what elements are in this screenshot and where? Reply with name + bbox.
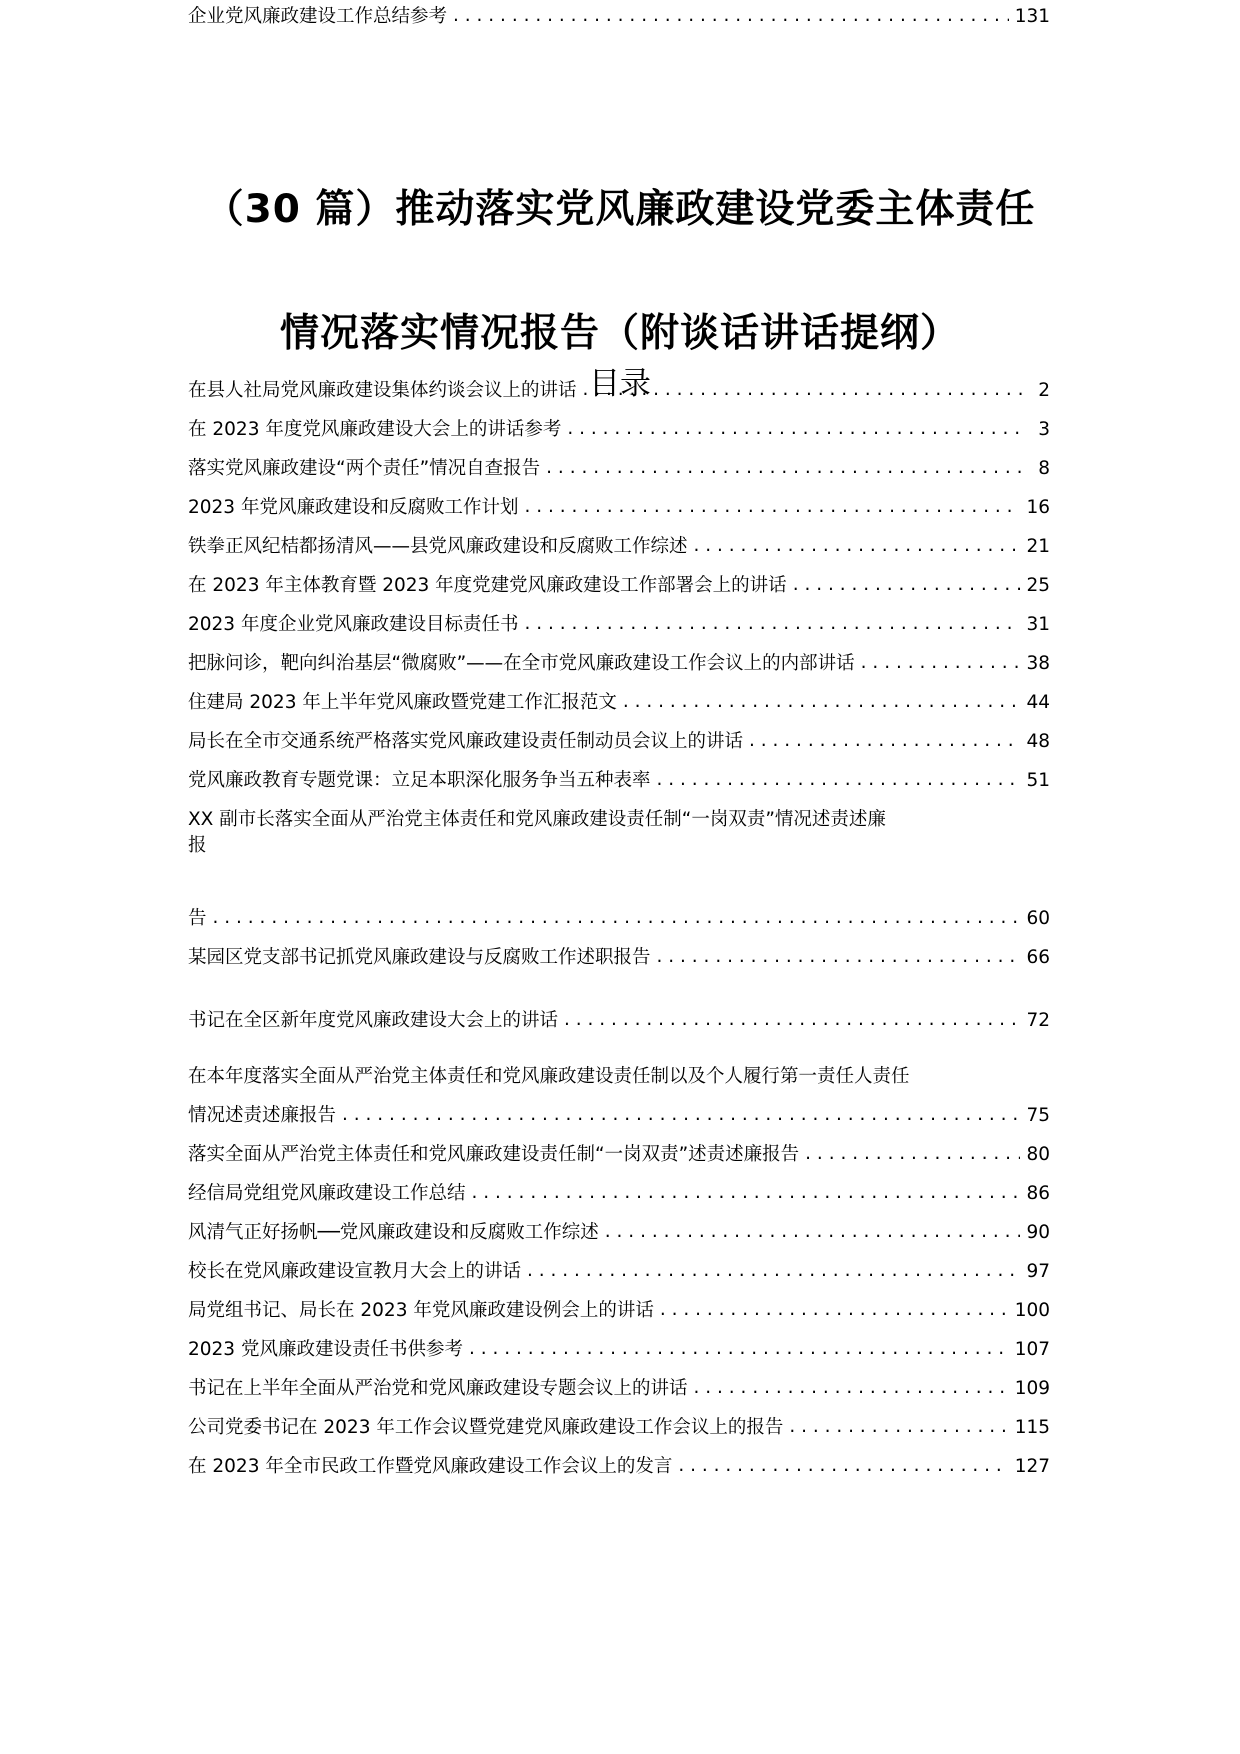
toc-entry-title: 局党组书记、局长在 2023 年党风廉政建设例会上的讲话	[188, 1300, 654, 1321]
toc-entry-title: 局长在全市交通系统严格落实党风廉政建设责任制动员会议上的讲话	[188, 731, 744, 752]
toc-entry[interactable]	[188, 1138, 1050, 1168]
toc-entry-title: 企业党风廉政建设工作总结参考	[188, 6, 448, 27]
toc-entry-title: 经信局党组党风廉政建设工作总结	[188, 1183, 466, 1204]
toc-entry[interactable]	[188, 1450, 1050, 1480]
toc-entry-title: 校长在党风廉政建设宣教月大会上的讲话	[188, 1261, 522, 1282]
document-title-line-2: 情况落实情况报告（附谈话讲话提纲）	[279, 311, 960, 356]
toc-entry-title: 在 2023 年主体教育暨 2023 年度党建党风廉政建设工作部署会上的讲话	[188, 575, 787, 596]
toc-entry[interactable]	[188, 413, 1050, 443]
toc-entry-title: 情况述责述廉报告	[188, 1105, 337, 1126]
toc-leader-dots	[564, 1007, 1020, 1033]
toc-leader-dots	[605, 1219, 1021, 1245]
toc-entry-page: 66	[1026, 947, 1050, 968]
toc-entry[interactable]	[188, 686, 1050, 716]
toc-entry-title: 2023 党风廉政建设责任书供参考	[188, 1339, 463, 1360]
toc-leader-dots	[524, 611, 1020, 637]
toc-entry-title: 2023 年度企业党风廉政建设目标责任书	[188, 614, 519, 635]
toc-entry-title: 在 2023 年度党风廉政建设大会上的讲话参考	[188, 419, 562, 440]
toc-entry-title: 在县人社局党风廉政建设集体约谈会议上的讲话	[188, 380, 577, 401]
toc-leader-dots	[805, 1141, 1020, 1167]
toc-entry-title: 书记在全区新年度党风廉政建设大会上的讲话	[188, 1010, 559, 1031]
toc-entry-title: 把脉问诊，靶向纠治基层“微腐败”——在全市党风廉政建设工作会议上的内部讲话	[188, 653, 855, 674]
toc-leader-dots	[694, 1375, 1009, 1401]
toc-leader-dots	[527, 1258, 1020, 1284]
toc-entry-page: 97	[1026, 1261, 1050, 1282]
toc-entry[interactable]	[188, 1177, 1050, 1207]
toc-entry[interactable]	[188, 0, 1050, 30]
toc-entry-page: 72	[1026, 1010, 1050, 1031]
toc-heading: 目录	[589, 366, 651, 402]
toc-leader-dots	[567, 416, 1024, 442]
toc-leader-dots	[657, 767, 1021, 793]
toc-entry-title: 在本年度落实全面从严治党主体责任和党风廉政建设责任制以及个人履行第一责任人责任	[188, 1066, 910, 1087]
toc-entry-page: 8	[1038, 458, 1050, 479]
document-title-line-1: （30 篇）推动落实党风廉政建设党委主体责任	[204, 187, 1036, 232]
toc-entry[interactable]	[188, 608, 1050, 638]
toc-entry-page: 48	[1026, 731, 1050, 752]
toc-entry-page: 127	[1014, 1456, 1050, 1477]
toc-entry-page: 51	[1026, 770, 1050, 791]
toc-entry[interactable]	[188, 1333, 1050, 1363]
toc-entry[interactable]	[188, 764, 1050, 794]
toc-leader-dots	[789, 1414, 1008, 1440]
toc-entry-page: 2	[1038, 380, 1050, 401]
toc-entry-title: 住建局 2023 年上半年党风廉政暨党建工作汇报范文	[188, 692, 617, 713]
toc-entry[interactable]	[188, 1411, 1050, 1441]
toc-leader-dots	[660, 1297, 1009, 1323]
toc-entry[interactable]	[188, 1216, 1050, 1246]
toc-entry-title: 告	[188, 908, 207, 929]
toc-entry[interactable]	[188, 902, 1050, 932]
toc-leader-dots	[469, 1336, 1009, 1362]
toc-entry-title: 落实党风廉政建设“两个责任”情况自查报告	[188, 458, 541, 479]
toc-entry[interactable]	[188, 491, 1050, 521]
toc-leader-dots	[583, 377, 1024, 403]
toc-entry[interactable]	[188, 530, 1050, 560]
toc-leader-dots	[213, 905, 1021, 931]
toc-leader-dots	[453, 3, 1009, 29]
toc-leader-dots	[342, 1102, 1020, 1128]
toc-entry[interactable]	[188, 725, 1050, 755]
toc-entry-page: 107	[1014, 1339, 1050, 1360]
toc-leader-dots	[657, 944, 1021, 970]
toc-entry-page: 44	[1026, 692, 1050, 713]
toc-entry-title: 某园区党支部书记抓党风廉政建设与反腐败工作述职报告	[188, 947, 651, 968]
toc-entry[interactable]	[188, 1004, 1050, 1034]
toc-entry-page: 131	[1014, 6, 1050, 27]
toc-entry-page: 75	[1026, 1105, 1050, 1126]
toc-entry[interactable]	[188, 1294, 1050, 1324]
toc-entry-page: 115	[1014, 1417, 1050, 1438]
toc-entry[interactable]	[188, 647, 1050, 677]
toc-entry[interactable]	[188, 569, 1050, 599]
toc-entry-page: 25	[1026, 575, 1050, 596]
toc-entry-title-line	[188, 829, 1050, 859]
toc-entry-title: 报	[188, 835, 207, 856]
toc-entry-page: 3	[1038, 419, 1050, 440]
toc-entry-title: 风清气正好扬帆──党风廉政建设和反腐败工作综述	[188, 1222, 599, 1243]
toc-entry-title: 公司党委书记在 2023 年工作会议暨党建党风廉政建设工作会议上的报告	[188, 1417, 784, 1438]
toc-leader-dots	[546, 455, 1024, 481]
toc-leader-dots	[623, 689, 1021, 715]
toc-entry-page: 90	[1026, 1222, 1050, 1243]
toc-entry-title: 铁拳正风纪桔都扬清风——县党风廉政建设和反腐败工作综述	[188, 536, 688, 557]
toc-entry-title: 书记在上半年全面从严治党和党风廉政建设专题会议上的讲话	[188, 1378, 688, 1399]
toc-leader-dots	[694, 533, 1021, 559]
toc-leader-dots	[793, 572, 1021, 598]
toc-entry[interactable]	[188, 1099, 1050, 1129]
toc-entry[interactable]	[188, 374, 1050, 404]
toc-entry[interactable]	[188, 941, 1050, 971]
toc-entry-page: 21	[1026, 536, 1050, 557]
toc-leader-dots	[678, 1453, 1008, 1479]
toc-entry-page: 31	[1026, 614, 1050, 635]
toc-entry-title: 在 2023 年全市民政工作暨党风廉政建设工作会议上的发言	[188, 1456, 673, 1477]
toc-entry[interactable]	[188, 452, 1050, 482]
toc-entry-title-line	[188, 1060, 1050, 1090]
toc-entry-page: 86	[1026, 1183, 1050, 1204]
toc-leader-dots	[524, 494, 1020, 520]
toc-entry[interactable]	[188, 1372, 1050, 1402]
toc-entry-page: 80	[1026, 1144, 1050, 1165]
toc-leader-dots	[861, 650, 1021, 676]
toc-entry-page: 60	[1026, 908, 1050, 929]
toc-entry[interactable]	[188, 1255, 1050, 1285]
toc-entry-page: 16	[1026, 497, 1050, 518]
toc-entry-title: XX 副市长落实全面从严治党主体责任和党风廉政建设责任制“一岗双责”情况述责述廉	[188, 809, 886, 830]
toc-entry-title: 2023 年党风廉政建设和反腐败工作计划	[188, 497, 519, 518]
toc-entry-title: 党风廉政教育专题党课：立足本职深化服务争当五种表率	[188, 770, 651, 791]
toc-entry-page: 100	[1014, 1300, 1050, 1321]
toc-leader-dots	[749, 728, 1020, 754]
toc-entry-page: 38	[1026, 653, 1050, 674]
toc-entry-page: 109	[1014, 1378, 1050, 1399]
toc-entry-title: 落实全面从严治党主体责任和党风廉政建设责任制“一岗双责”述责述廉报告	[188, 1144, 800, 1165]
toc-leader-dots	[472, 1180, 1021, 1206]
